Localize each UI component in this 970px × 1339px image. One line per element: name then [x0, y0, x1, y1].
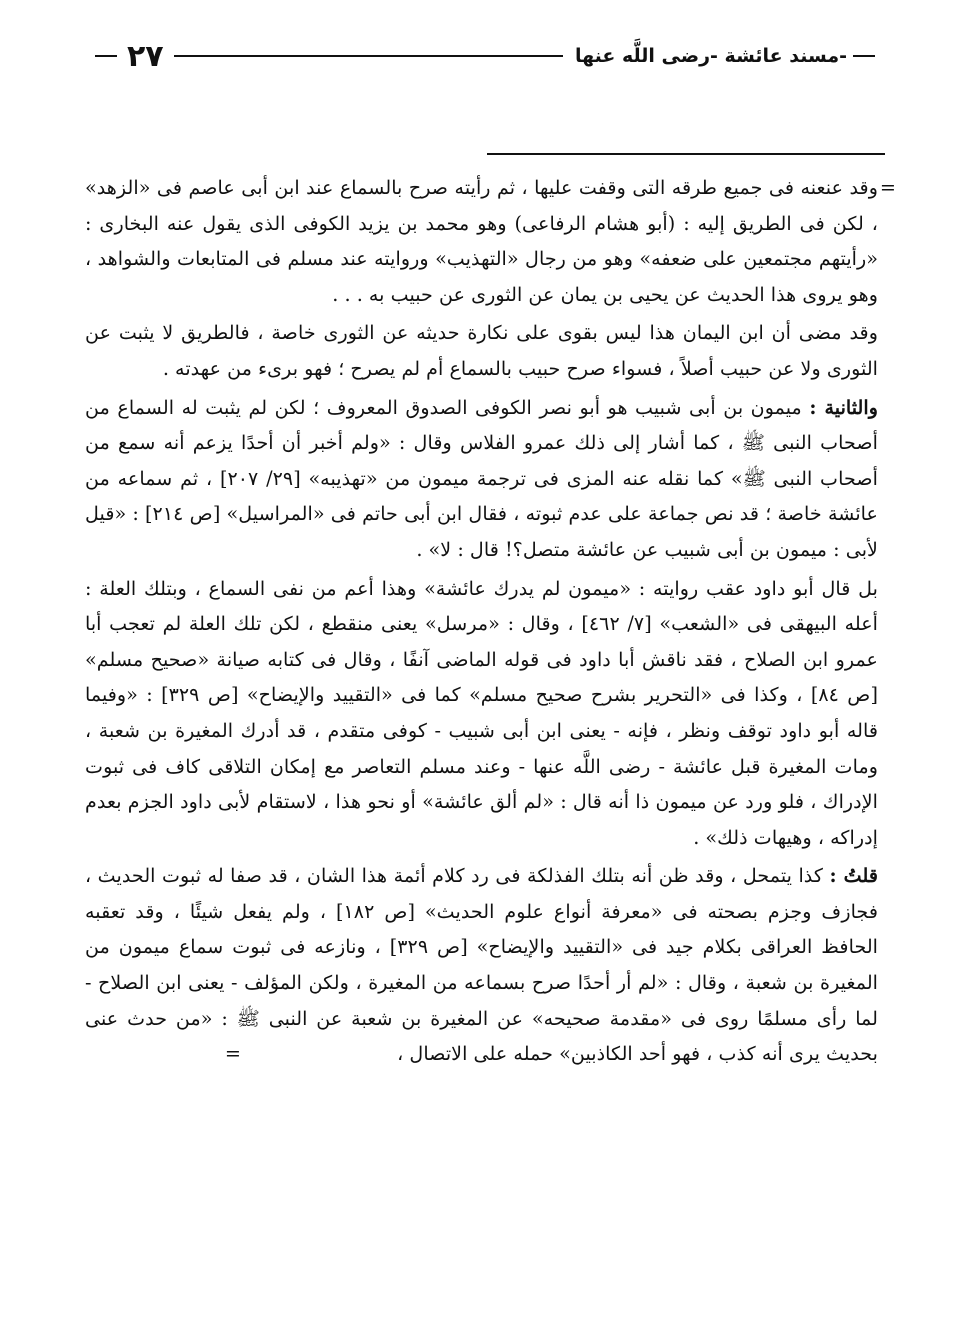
paragraph-4: بل قال أبو داود عقب روايته : «ميمون لم يدرك عائشة» وهذا أعم من نفى السماع ، وبتلك العلة : أعله البيهقى فى «الشعب» [٧/ ٤٦٢] ، وقال : «مرسل» يعنى منقطع ، لكن تلك العلة لم تعجب أبا عمرو ابن الصلاح ، فقد ناقش أبا داود فى قوله الماضى آنفًا ، وقال فى كتابه صيانة «صحيح مسلم» [ص ٨٤] ، وكذا فى «التحرير بشرح صحيح مسلم» كما فى «التقييد والإيضاح» [ص ٣٢٩] : «وفيما قاله أبو داود توقف ونظر ، فإنه - يعنى ابن أبى شبيب - كوفى متقدم ، قد أدرك المغيرة بن شعبة ، ومات المغيرة قبل عائشة - رضى اللَّه عنها - وعند مسلم التعاصر مع إمكان التلاقى كاف فى ثبوت الإدراك ، فلو ورد عن ميمون ذا أنه قال : «لم ألق عائشة» أو نحو هذا ، لاستقام لأبى داود الجزم بعدم إدراكه ، وهيهات ذلك» . [85, 576, 878, 849]
paragraph-5-lead: قلتُ : [829, 864, 878, 888]
header-title: مسند عائشة -رضى اللَّه عنها- [574, 45, 847, 67]
header-rule [174, 55, 563, 57]
paragraph-1-text: وقد عنعنه فى جميع طرقه التى وقفت عليها ، ثم رأيته صرح بالسماع عند ابن أبى عاصم فى «الزهد» ، لكن فى الطريق إليه : (أبو هشام الرفاعى) وهو محمد بن يزيد الكوفى الذى يقول عنه البخارى : «رأيتهم مجتمعين على ضعفه» وهو من رجال «التهذيب» وروايته عند مسلم فى المتابعات والشواهد ، وهو يروى هذا الحديث عن يحيى بن يمان عن الثورى عن حبيب به . . . [85, 176, 878, 306]
continuation-mark-end: = [224, 1042, 241, 1066]
body-text [85, 170, 896, 1072]
running-header [95, 38, 875, 74]
paragraph-1 [85, 170, 896, 312]
paragraph-3-lead: والثانية : [809, 395, 878, 419]
paragraph-3 [85, 390, 878, 568]
footnote-separator [487, 153, 885, 155]
paragraph-2: وقد مضى أن ابن اليمان هذا ليس بقوى على نكارة حديثه عن الثورى خاصة ، فالطريق لا يثبت عن الثورى ولا عن حبيب أصلاً ، فسواء صرح حبيب بالسماع أم لم يصرح ؛ فهو برىء من عهدته . [85, 321, 878, 380]
page-number: ٢٧ [127, 38, 164, 74]
continuation-mark: = [879, 176, 896, 199]
header-rule-right [853, 55, 875, 57]
paragraph-5-text: كذا يتمحل ، وقد ظن أنه بتلك الفذلكة فى رد كلام أئمة هذا الشان ، قد صفا له ثبوت الحديث ، فجازف وجزم بصحته فى «معرفة أنواع علوم الحديث» [ص ١٨٢] ، ولم يفعل شيئًا ، وقد تعقبه الحافظ العراقى بكلام جيد فى «التقييد والإيضاح» [ص ٣٢٩] ، ونازعه فى ثبوت سماع ميمون من المغيرة بن شعبة ، وقال : «لم أر أحدًا صرح بسماعه من المغيرة ، ولكن المؤلف - يعنى ابن الصلاح - لما رأى مسلمًا روى فى «مقدمة صحيحه» عن المغيرة بن شعبة عن النبى ﷺ : «من حدث عنى بحديث يرى أنه كذب ، فهو أحد الكاذبين» حمله على الاتصال ، [85, 864, 879, 1066]
header-rule-left [95, 55, 117, 57]
paragraph-5 [85, 858, 878, 1072]
paragraph-3-text: ميمون بن أبى شبيب هو أبو نصر الكوفى الصدوق المعروف ؛ لكن لم يثبت له السماع من أصحاب النبى ﷺ ، كما أشار إلى ذلك عمرو الفلاس وقال : «ولم أخبر أن أحدًا يزعم أنه سمع من أصحاب النبى ﷺ» كما نقله عنه المزى فى ترجمة ميمون من «تهذيبه» [٢٩/ ٢٠٧] ، ثم سماعه من عائشة خاصة ؛ قد نص جماعة على عدم ثبوته ، فقال ابن أبى حاتم فى «المراسيل» [ص ٢١٤] : «قيل لأبى : ميمون بن أبى شبيب عن عائشة متصل؟! قال : لا» . [85, 395, 878, 561]
